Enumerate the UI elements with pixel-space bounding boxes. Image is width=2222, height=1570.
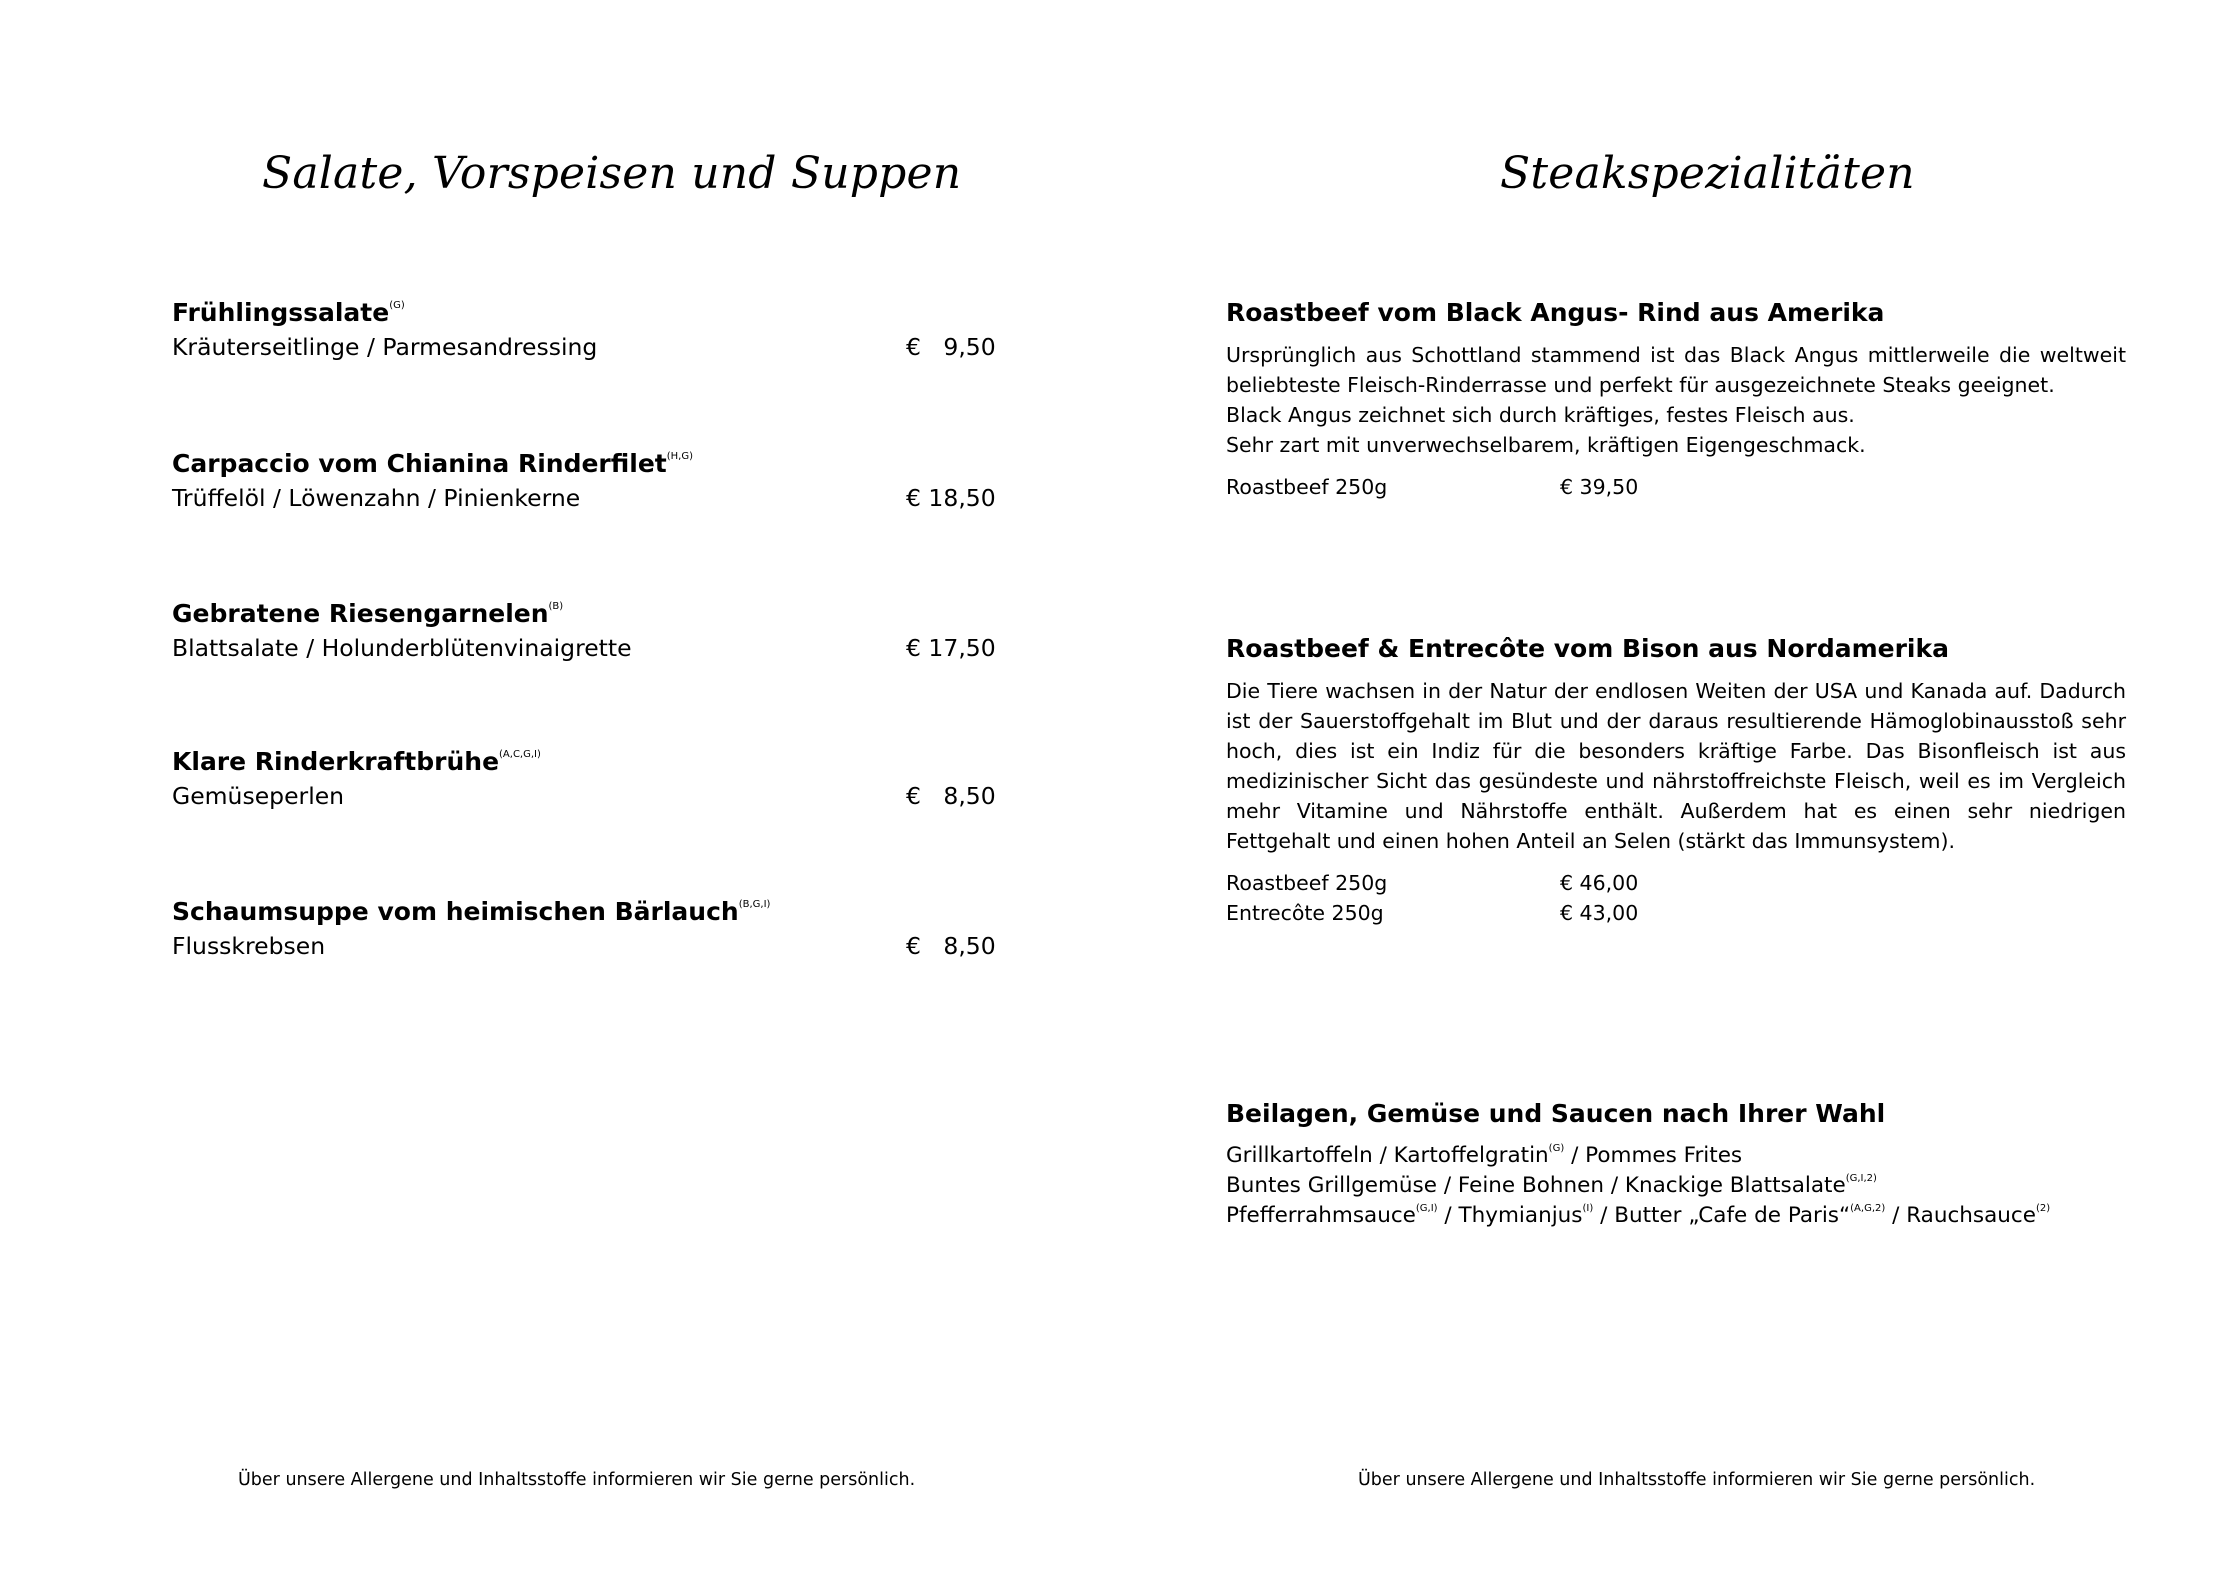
- item-description: Kräuterseitlinge / Parmesandressing: [172, 333, 598, 361]
- price-row: [1226, 868, 2126, 898]
- description-paragraph: Die Tiere wachsen in der Natur der endlosen Weiten der USA und Kanada auf. Dadurch ist der Sauerstoffgehalt im Blut und der daraus resultierende Hämoglobinausstoß sehr hoch, dies ist ein Indiz für die besonders kräftige Farbe. Das Bisonfleisch ist aus medizinischer Sicht das gesündeste und nährstoffreichste Fleisch, weil es im Vergleich mehr Vitamine und Nährstoffe enthält. Außerdem hat es einen sehr niedrigen Fettgehalt und einen hohen Anteil an Selen (stärkt das Immunsystem).: [1226, 679, 2126, 853]
- allergen-codes: (G): [389, 300, 405, 311]
- item-price: € 9,50: [906, 333, 996, 361]
- item-description: Flusskrebsen: [172, 932, 326, 960]
- section-description: [1226, 676, 2126, 856]
- description-paragraph: Sehr zart mit unverwechselbarem, kräftigen Eigengeschmack.: [1226, 433, 1866, 457]
- description-paragraph: Black Angus zeichnet sich durch kräftiges, festes Fleisch aus.: [1226, 403, 1855, 427]
- item-price: € 17,50: [906, 634, 996, 662]
- section-sides: [1226, 1097, 2126, 1231]
- price-list: [1226, 868, 2126, 928]
- item-name: Frühlingssalate$^{(G)}$: [172, 298, 405, 327]
- sides-line: Grillkartoffeln / Kartoffelgratin$^{(G)}$ / Pommes Frites: [1226, 1143, 1743, 1168]
- price-row: [1226, 472, 2126, 502]
- item-description: Gemüseperlen: [172, 782, 345, 810]
- right-page-title: Steakspezialitäten: [1500, 148, 1915, 199]
- allergen-codes: (B,G,I): [738, 899, 771, 910]
- price-item-name: Roastbeef 250g: [1226, 871, 1388, 895]
- allergen-codes: (G,I): [1415, 1203, 1438, 1214]
- right-page-footer-note: Über unsere Allergene und Inhaltsstoffe informieren wir Sie gerne persönlich.: [1358, 1470, 2036, 1490]
- item-price: € 8,50: [906, 932, 996, 960]
- allergen-codes: (G): [1548, 1143, 1565, 1154]
- menu-item-riesengarnelen: [172, 597, 1022, 665]
- price-value: € 39,50: [1560, 475, 1639, 499]
- allergen-codes: (H,G): [666, 451, 694, 462]
- allergen-codes: (G,I,2): [1845, 1173, 1877, 1184]
- description-paragraph: Ursprünglich aus Schottland stammend ist das Black Angus mittlerweile die weltweit beliebteste Fleisch-Rinderrasse und perfekt für ausgezeichnete Steaks geeignet.: [1226, 343, 2126, 397]
- section-title: Roastbeef & Entrecôte vom Bison aus Nordamerika: [1226, 634, 1949, 663]
- left-page-footer-note: Über unsere Allergene und Inhaltsstoffe informieren wir Sie gerne persönlich.: [238, 1470, 916, 1490]
- section-bison: [1226, 632, 2126, 928]
- sides-line: Pfefferrahmsauce$^{(G,I)}$ / Thymianjus$^{(I)}$ / Butter „Cafe de Paris“$^{(A,G,2)}$ / Rauchsauce$^{(2)}$: [1226, 1203, 2051, 1228]
- price-item-name: Entrecôte 250g: [1226, 901, 1384, 925]
- allergen-codes: (A,C,G,I): [499, 749, 541, 760]
- price-item-name: Roastbeef 250g: [1226, 475, 1388, 499]
- section-description: [1226, 340, 2126, 460]
- section-title: Roastbeef vom Black Angus- Rind aus Amerika: [1226, 298, 1885, 327]
- menu-item-rinderkraftbruehe: [172, 745, 1022, 813]
- allergen-codes: (2): [2035, 1203, 2051, 1214]
- item-name: Gebratene Riesengarnelen$^{(B)}$: [172, 599, 564, 628]
- item-name: Schaumsuppe vom heimischen Bärlauch$^{(B,G,I)}$: [172, 897, 771, 926]
- allergen-codes: (B): [548, 601, 564, 612]
- item-price: € 8,50: [906, 782, 996, 810]
- price-row: [1226, 898, 2126, 928]
- menu-item-baerlauch-schaumsuppe: [172, 895, 1022, 963]
- item-name: Klare Rinderkraftbrühe$^{(A,C,G,I)}$: [172, 747, 541, 776]
- allergen-codes: (A,G,2): [1850, 1203, 1886, 1214]
- menu-item-carpaccio: [172, 447, 1022, 515]
- left-page-title: Salate, Vorspeisen und Suppen: [262, 148, 962, 199]
- item-description: Trüffelöl / Löwenzahn / Pinienkerne: [172, 484, 581, 512]
- section-black-angus: [1226, 296, 2126, 502]
- sides-list: [1226, 1141, 2126, 1231]
- section-title: Beilagen, Gemüse und Saucen nach Ihrer Wahl: [1226, 1099, 1886, 1128]
- item-name: Carpaccio vom Chianina Rinderfilet$^{(H,G)}$: [172, 449, 694, 478]
- allergen-codes: (I): [1582, 1203, 1594, 1214]
- price-value: € 43,00: [1560, 901, 1639, 925]
- sides-line: Buntes Grillgemüse / Feine Bohnen / Knackige Blattsalate$^{(G,I,2)}$: [1226, 1173, 1877, 1198]
- item-price: € 18,50: [906, 484, 996, 512]
- price-value: € 46,00: [1560, 871, 1639, 895]
- menu-item-fruehlingssalate: [172, 296, 1022, 364]
- item-description: Blattsalate / Holunderblütenvinaigrette: [172, 634, 632, 662]
- price-list: [1226, 472, 2126, 502]
